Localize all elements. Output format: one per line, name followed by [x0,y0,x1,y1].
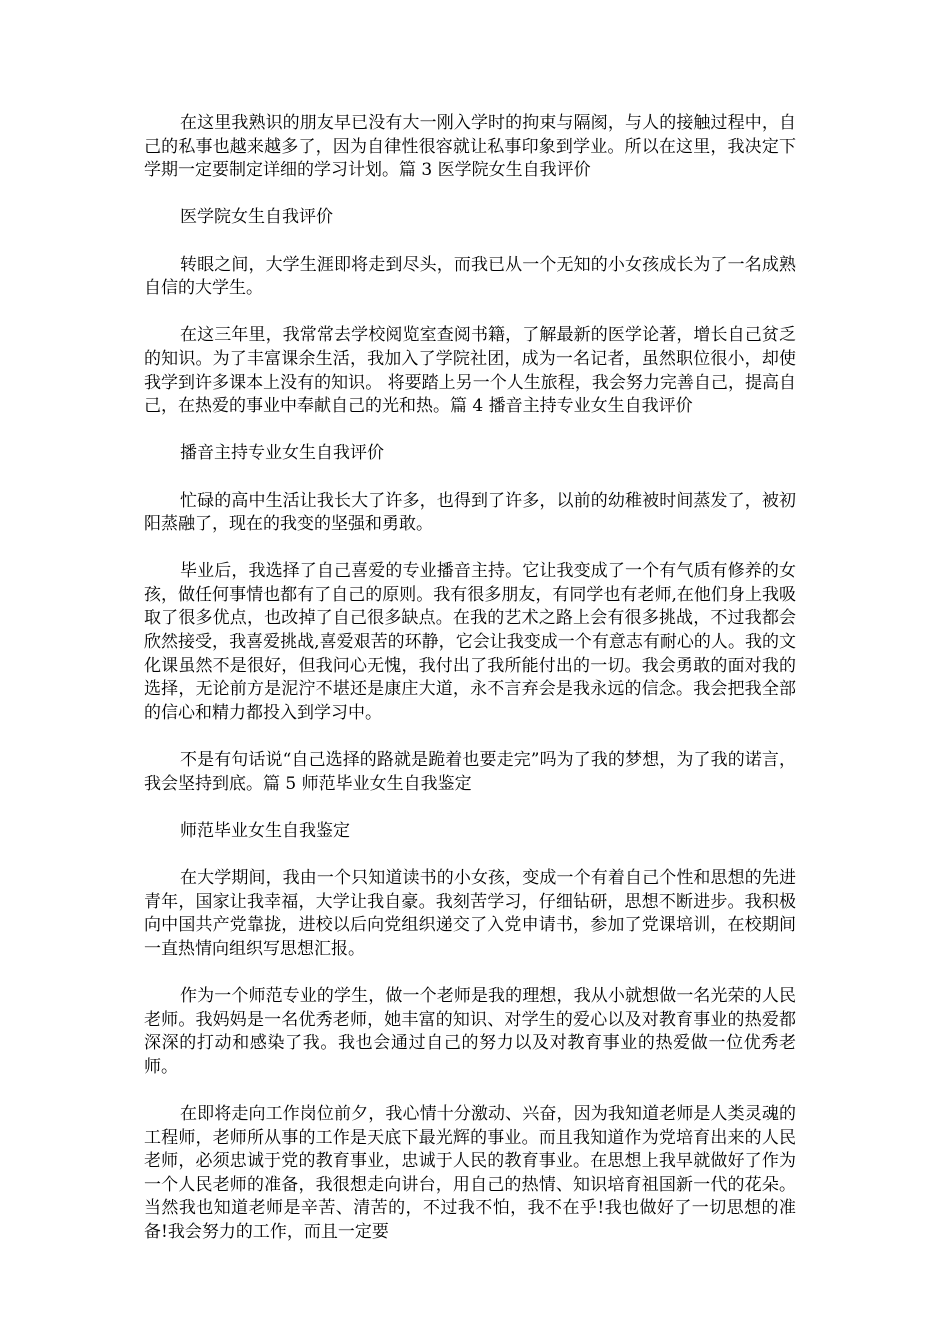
body-paragraph: 在这三年里，我常常去学校阅览室查阅书籍，了解最新的医学论著，增长自己贫乏的知识。为了丰富课余生活，我加入了学院社团，成为一名记者，虽然职位很小，却使我学到许多课本上没有的知识。 将要踏上另一个人生旅程，我会努力完善自己，提高自己，在热爱的事业中奉献自己的光和热。篇 4 播音主持专业女生自我评价 [144,325,796,417]
section-heading-normal-school: 师范毕业女生自我鉴定 [180,820,350,841]
section-heading-broadcasting: 播音主持专业女生自我评价 [180,443,384,464]
document-page [144,112,796,1268]
body-paragraph: 不是有句话说“自己选择的路就是跪着也要走完”吗为了我的梦想，为了我的诺言，我会坚持到底。篇 5 师范毕业女生自我鉴定 [144,750,796,794]
body-paragraph: 毕业后，我选择了自己喜爱的专业播音主持。它让我变成了一个有气质有修养的女孩，做任何事情也都有了自己的原则。我有很多朋友，有同学也有老师,在他们身上我吸取了很多优点，也改掉了自己很多缺点。在我的艺术之路上会有很多挑战，不过我都会欣然接受，我喜爱挑战,喜爱艰苦的环静，它会让我变成一个有意志有耐心的人。我的文化课虽然不是很好，但我问心无愧，我付出了我所能付出的一切。我会勇敢的面对我的选择，无论前方是泥泞不堪还是康庄大道，永不言弃会是我永远的信念。我会把我全部的信心和精力都投入到学习中。 [144,561,796,723]
body-paragraph: 忙碌的高中生活让我长大了许多，也得到了许多，以前的幼稚被时间蒸发了，被初阳蒸融了，现在的我变的坚强和勇敢。 [144,490,796,535]
body-paragraph: 作为一个师范专业的学生，做一个老师是我的理想，我从小就想做一名光荣的人民老师。我妈妈是一名优秀老师，她丰富的知识、对学生的爱心以及对教育事业的热爱都深深的打动和感染了我。我也会通过自己的努力以及对教育事业的热爱做一位优秀老师。 [144,985,796,1077]
body-paragraph: 在大学期间，我由一个只知道读书的小女孩，变成一个有着自己个性和思想的先进青年，国家让我幸福，大学让我自豪。我刻苦学习，仔细钻研，思想不断进步。我积极向中国共产党靠拢，进校以后向党组织递交了入党申请书，参加了党课培训，在校期间一直热情向组织写思想汇报。 [144,868,796,959]
body-paragraph: 在即将走向工作岗位前夕，我心情十分激动、兴奋，因为我知道老师是人类灵魂的工程师，老师所从事的工作是天底下最光辉的事业。而且我知道作为党培育出来的人民老师，必须忠诚于党的教育事业，忠诚于人民的教育事业。在思想上我早就做好了作为一个人民老师的准备，我很想走向讲台，用自己的热情、知识培育祖国新一代的花朵。当然我也知道老师是辛苦、清苦的，不过我不怕，我不在乎!我也做好了一切思想的准备!我会努力的工作，而且一定要 [144,1103,796,1242]
body-paragraph: 转眼之间，大学生涯即将走到尽头，而我已从一个无知的小女孩成长为了一名成熟自信的大学生。 [144,254,796,299]
body-paragraph: 在这里我熟识的朋友早已没有大一刚入学时的拘束与隔阂，与人的接触过程中，自己的私事也越来越多了，因为自律性很容就让私事印象到学业。所以在这里，我决定下学期一定要制定详细的学习计划。篇 3 医学院女生自我评价 [144,113,796,181]
section-heading-medical: 医学院女生自我评价 [180,207,333,228]
